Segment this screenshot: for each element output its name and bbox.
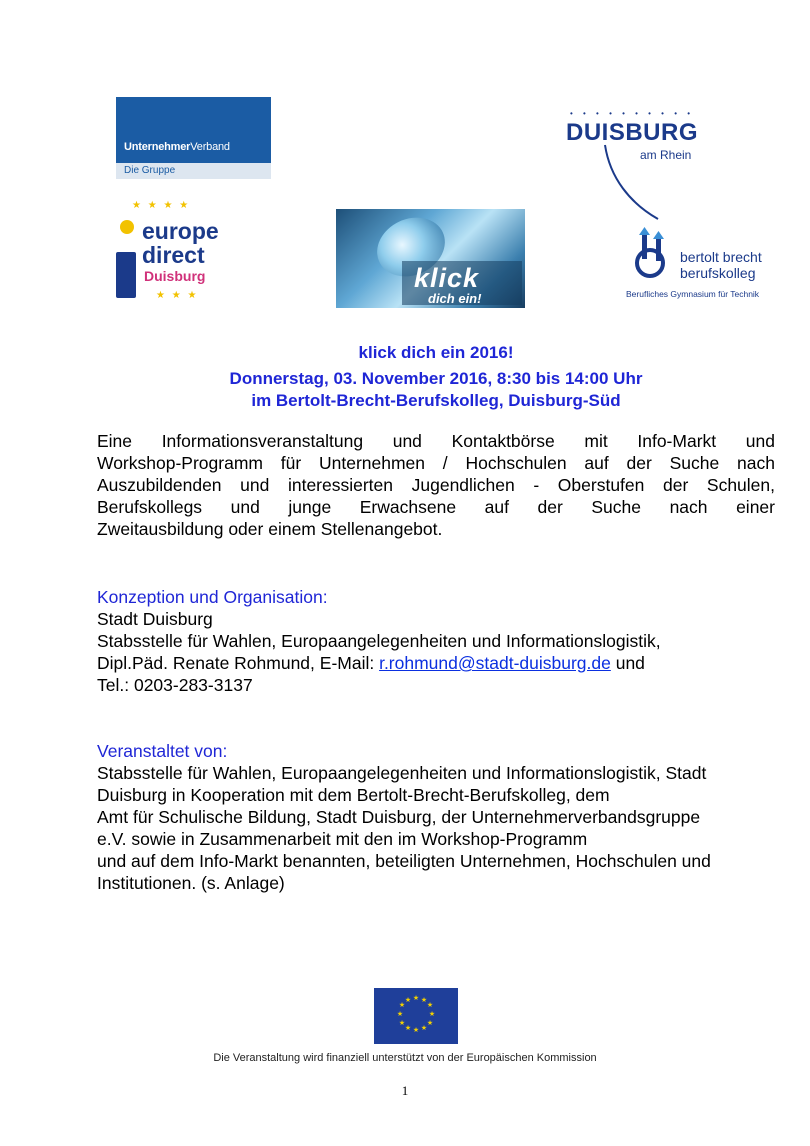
eu-stars-ring [374, 988, 458, 1044]
konzeption-line3 [97, 652, 645, 674]
uv-logo-rest: Verband [190, 141, 230, 153]
intro-line: Berufskollegs und junge Erwachsene auf der Suche nach einer [97, 497, 775, 517]
svg-text:★: ★ [428, 1010, 436, 1018]
eu-stars-icon: ★ ★ ★ [156, 290, 199, 301]
svg-text:★: ★ [398, 1019, 406, 1027]
klick-image-line1: klick [414, 263, 480, 293]
unternehmerverband-logo [116, 97, 271, 179]
veranstaltet-line: Amt für Schulische Bildung, Stadt Duisburg, der Unternehmerverbandsgruppe [97, 807, 701, 827]
svg-text:★: ★ [398, 1001, 406, 1009]
page-number: 1 [401, 1083, 409, 1098]
europe-direct-logo [112, 200, 227, 305]
veranstaltet-line: und auf dem Info-Markt benannten, beteiligten Unternehmen, Hochschulen und [97, 851, 711, 871]
duisburg-logo: • • • • • • • • • • DUISBURG am Rhein [560, 103, 720, 221]
intro-line: Auszubildenden und interessierten Jugendlichen - Oberstufen der Schulen, [97, 475, 775, 495]
konzeption-contact-suffix: und [610, 653, 645, 673]
duisburg-logo-sub: am Rhein [640, 148, 692, 162]
veranstaltet-line: Duisburg in Kooperation mit dem Bertolt-Brecht-Berufskolleg, dem [97, 785, 610, 805]
svg-text:★: ★ [396, 1010, 404, 1018]
uv-logo-bold: Unternehmer [124, 141, 191, 153]
europe-direct-line1: europe [142, 218, 219, 244]
bbk-line3: Berufliches Gymnasium für Technik [626, 289, 760, 299]
bbk-line1: bertolt brecht [680, 249, 762, 265]
uv-logo-sub: Die Gruppe [116, 163, 271, 179]
eu-flag-icon [374, 988, 458, 1044]
konzeption-heading: Konzeption und Organisation: [97, 587, 328, 607]
svg-text:★: ★ [404, 996, 412, 1004]
veranstaltet-heading: Veranstaltet von: [97, 741, 228, 761]
headline-line2: Donnerstag, 03. November 2016, 8:30 bis 14:00 Uhr [229, 369, 643, 388]
konzeption-line1: Stadt Duisburg [97, 609, 213, 629]
veranstaltet-line: e.V. sowie in Zusammenarbeit mit den im Workshop-Programm [97, 829, 588, 849]
svg-text:★: ★ [404, 1024, 412, 1032]
veranstaltet-line: Stabsstelle für Wahlen, Europaangelegenheiten und Informationslogistik, Stadt [97, 763, 707, 783]
duisburg-river-swoosh [560, 103, 720, 221]
intro-line: Workshop-Programm für Unternehmen / Hochschulen auf der Suche nach [97, 453, 775, 473]
eu-stars-icon: ★ ★ ★ ★ [132, 200, 191, 211]
intro-line: Zweitausbildung oder einem Stellenangebot. [97, 519, 443, 539]
konzeption-contact-prefix: Dipl.Päd. Renate Rohmund, E-Mail: [97, 653, 380, 673]
funding-note: Die Veranstaltung wird finanziell unterstützt von der Europäischen Kommission [213, 1052, 597, 1064]
konzeption-phone: Tel.: 0203-283-3137 [97, 675, 253, 695]
bbk-emblem-icon [626, 227, 678, 279]
svg-text:★: ★ [412, 994, 420, 1002]
klick-image-line2: dich ein! [428, 291, 482, 306]
svg-text:★: ★ [420, 996, 428, 1004]
duisburg-logo-word: DUISBURG [566, 119, 699, 146]
headline-line3: im Bertolt-Brecht-Berufskolleg, Duisburg-Süd [251, 391, 621, 410]
konzeption-line2: Stabsstelle für Wahlen, Europaangelegenheiten und Informationslogistik, [97, 631, 661, 651]
headline-line1: klick dich ein 2016! [358, 343, 514, 362]
bertolt-brecht-logo [622, 223, 782, 303]
europe-direct-line3: Duisburg [144, 268, 206, 284]
svg-text:★: ★ [426, 1001, 434, 1009]
bbk-line2: berufskolleg [680, 265, 756, 281]
email-link[interactable]: r.rohmund@stadt-duisburg.de [379, 653, 611, 673]
intro-line: Eine Informationsveranstaltung und Kontaktbörse mit Info-Markt und [97, 431, 775, 451]
veranstaltet-line: Institutionen. (s. Anlage) [97, 873, 285, 893]
svg-text:★: ★ [412, 1026, 420, 1034]
klick-dich-ein-image [336, 209, 525, 308]
svg-text:★: ★ [420, 1024, 428, 1032]
europe-direct-line2: direct [142, 242, 205, 268]
svg-text:★: ★ [426, 1019, 434, 1027]
